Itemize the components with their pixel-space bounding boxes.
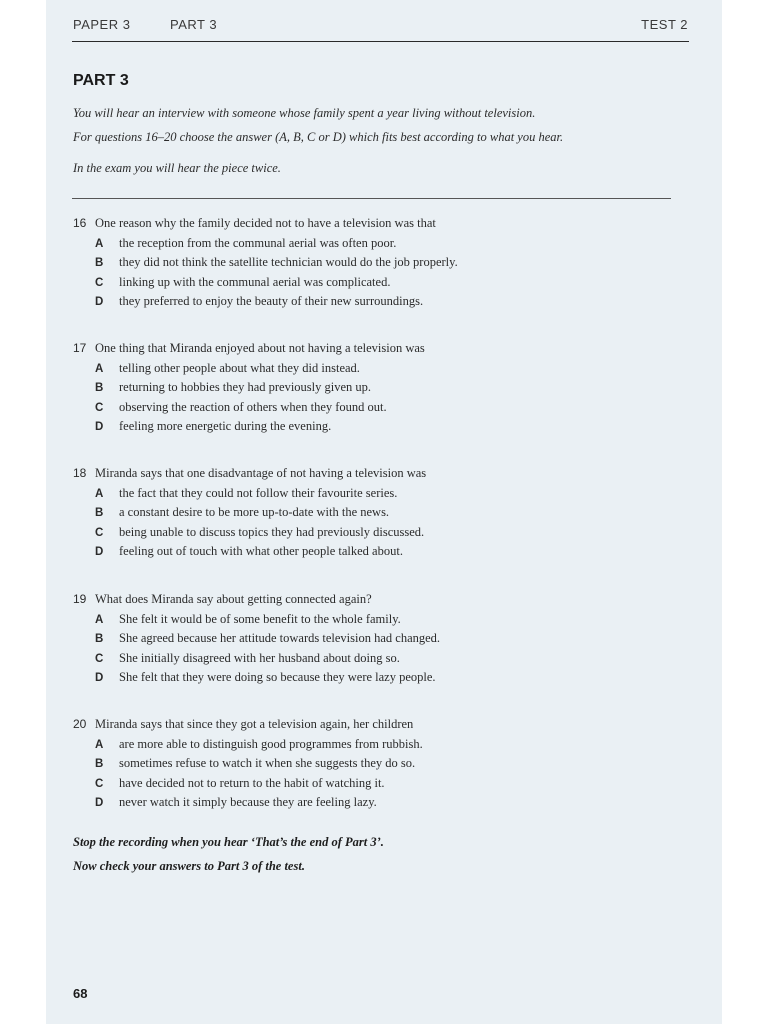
question-number: 19 — [73, 592, 87, 606]
option-letter: C — [95, 276, 104, 289]
question-number: 17 — [73, 341, 87, 355]
option-text: She initially disagreed with her husband about doing so. — [119, 650, 400, 665]
option-letter: C — [95, 777, 104, 790]
page-number: 68 — [73, 986, 88, 1001]
option-text: never watch it simply because they are feeling lazy. — [119, 795, 377, 809]
instruction-line-3: In the exam you will hear the piece twice. — [73, 161, 281, 175]
answer-option[interactable] — [73, 294, 458, 314]
question-text: One thing that Miranda enjoyed about not having a television was — [95, 341, 425, 355]
question-text: Miranda says that since they got a television again, her children — [95, 717, 414, 731]
option-letter: D — [95, 421, 104, 433]
option-text: have decided not to return to the habit of watching it. — [119, 775, 385, 790]
answer-option[interactable] — [73, 612, 440, 632]
answer-option[interactable] — [73, 525, 426, 545]
option-letter: B — [95, 382, 104, 394]
header-divider — [72, 41, 689, 42]
option-letter: D — [95, 296, 104, 308]
option-letter: A — [95, 613, 104, 626]
option-letter: C — [95, 401, 104, 414]
answer-option[interactable] — [73, 776, 423, 796]
answer-option[interactable] — [73, 236, 458, 256]
part-title: PART 3 — [73, 72, 129, 89]
answer-option[interactable] — [73, 486, 426, 506]
option-letter: C — [95, 652, 104, 665]
option-letter: A — [95, 487, 104, 500]
question-number: 18 — [73, 466, 87, 480]
question-19 — [73, 592, 440, 690]
option-text: are more able to distinguish good programmes from rubbish. — [119, 736, 423, 751]
question-number: 16 — [73, 216, 87, 230]
option-text: telling other people about what they did instead. — [119, 360, 360, 375]
instruction-line-1: You will hear an interview with someone whose family spent a year living without television. — [73, 106, 536, 120]
option-text: the fact that they could not follow their favourite series. — [119, 485, 398, 500]
option-text: feeling out of touch with what other people talked about. — [119, 544, 403, 558]
answer-option[interactable] — [73, 737, 423, 757]
option-text: a constant desire to be more up-to-date with the news. — [119, 505, 390, 519]
option-letter: A — [95, 362, 104, 375]
option-text: She felt it would be of some benefit to the whole family. — [119, 611, 401, 626]
option-letter: A — [95, 237, 104, 250]
answer-option[interactable] — [73, 255, 458, 275]
question-number: 20 — [73, 717, 87, 731]
closing-instruction-2: Now check your answers to Part 3 of the test. — [73, 859, 305, 873]
running-header — [73, 17, 688, 37]
option-text: they did not think the satellite technician would do the job properly. — [119, 255, 458, 269]
header-test: TEST 2 — [641, 17, 688, 32]
option-letter: D — [95, 797, 104, 809]
question-stem — [73, 592, 440, 612]
option-text: observing the reaction of others when they found out. — [119, 399, 387, 414]
question-text: One reason why the family decided not to have a television was that — [95, 216, 436, 230]
option-letter: B — [95, 257, 104, 269]
instruction-line-2: For questions 16–20 choose the answer (A, B, C or D) which fits best according to what you hear. — [73, 130, 564, 144]
option-letter: B — [95, 507, 104, 519]
option-text: linking up with the communal aerial was complicated. — [119, 274, 391, 289]
answer-option[interactable] — [73, 275, 458, 295]
answer-option[interactable] — [73, 505, 426, 525]
option-text: the reception from the communal aerial was often poor. — [119, 235, 397, 250]
question-stem — [73, 341, 425, 361]
answer-option[interactable] — [73, 795, 423, 815]
option-letter: A — [95, 738, 104, 751]
option-text: sometimes refuse to watch it when she suggests they do so. — [119, 756, 416, 770]
question-18 — [73, 466, 426, 564]
option-text: they preferred to enjoy the beauty of their new surroundings. — [119, 294, 424, 308]
instructions-divider — [72, 198, 671, 199]
closing-instruction-1: Stop the recording when you hear ‘That’s the end of Part 3’. — [73, 835, 384, 849]
answer-option[interactable] — [73, 361, 425, 381]
answer-option[interactable] — [73, 380, 425, 400]
option-letter: C — [95, 526, 104, 539]
header-part: PART 3 — [170, 17, 218, 32]
question-17 — [73, 341, 425, 439]
answer-option[interactable] — [73, 419, 425, 439]
option-text: feeling more energetic during the evening. — [119, 419, 332, 433]
option-letter: D — [95, 546, 104, 558]
option-letter: B — [95, 758, 104, 770]
answer-option[interactable] — [73, 670, 440, 690]
option-letter: D — [95, 672, 104, 684]
header-paper: PAPER 3 — [73, 17, 131, 32]
answer-option[interactable] — [73, 544, 426, 564]
option-text: being unable to discuss topics they had previously discussed. — [119, 524, 425, 539]
option-text: She felt that they were doing so because they were lazy people. — [119, 670, 436, 684]
question-stem — [73, 717, 423, 737]
question-stem — [73, 466, 426, 486]
answer-option[interactable] — [73, 400, 425, 420]
option-letter: B — [95, 633, 104, 645]
question-text: Miranda says that one disadvantage of not having a television was — [95, 466, 427, 480]
answer-option[interactable] — [73, 651, 440, 671]
option-text: returning to hobbies they had previously given up. — [119, 380, 372, 394]
answer-option[interactable] — [73, 631, 440, 651]
answer-option[interactable] — [73, 756, 423, 776]
question-text: What does Miranda say about getting connected again? — [95, 592, 372, 606]
question-16 — [73, 216, 458, 314]
option-text: She agreed because her attitude towards television had changed. — [119, 631, 441, 645]
question-20 — [73, 717, 423, 815]
question-stem — [73, 216, 458, 236]
